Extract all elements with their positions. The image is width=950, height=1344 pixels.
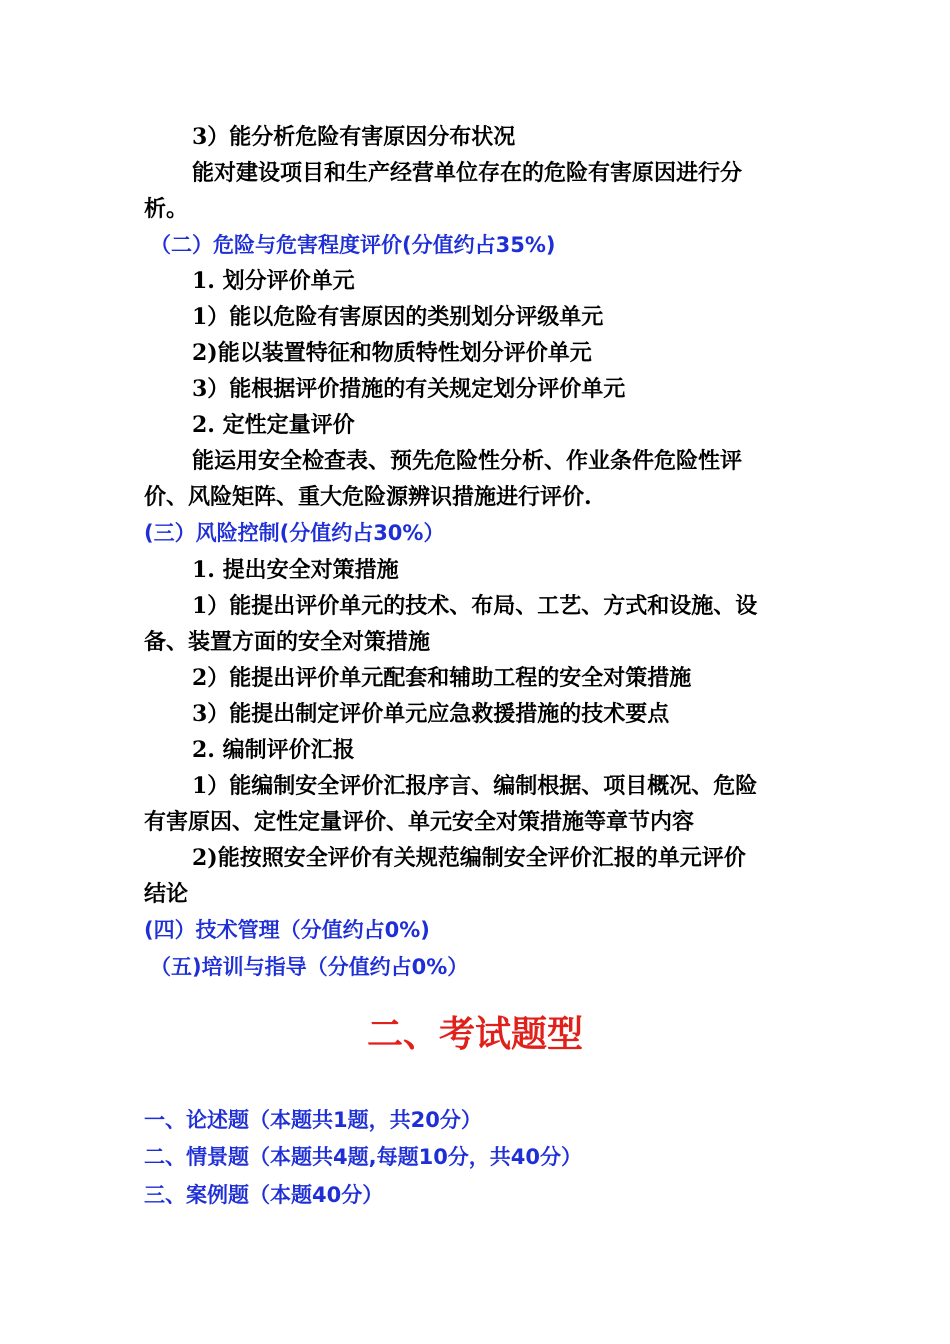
text-line: 3）能提出制定评价单元应急救援措施的技术要点	[192, 701, 670, 727]
text-line: 价、风险矩阵、重大危险源辨识措施进行评价.	[144, 484, 592, 510]
section-title: 二、考试题型	[366, 1014, 583, 1055]
text-line: 1）能提出评价单元的技术、布局、工艺、方式和设施、设	[192, 593, 758, 619]
text-line: 结论	[144, 881, 189, 907]
text-line: 2. 定性定量评价	[192, 412, 355, 438]
exam-type-item: 一、论述题（本题共1题，共20分）	[144, 1108, 482, 1132]
text-line: 备、装置方面的安全对策措施	[144, 629, 431, 655]
text-line: 能运用安全检查表、预先危险性分析、作业条件危险性评	[192, 448, 743, 474]
section-heading: (三）风险控制(分值约占30%）	[144, 521, 445, 545]
text-line: 1）能以危险有害原因的类别划分评级单元	[192, 304, 604, 330]
text-line: 2. 编制评价汇报	[192, 737, 355, 763]
text-line: 析。	[144, 196, 189, 222]
text-line: 有害原因、定性定量评价、单元安全对策措施等章节内容	[144, 809, 695, 835]
text-line: 1. 划分评价单元	[192, 268, 355, 294]
section-heading: （五)培训与指导（分值约占0%）	[150, 955, 469, 979]
text-line: 3）能根据评价措施的有关规定划分评价单元	[192, 376, 626, 402]
section-heading: (四）技术管理（分值约占0%)	[144, 918, 430, 942]
text-line: 2)能按照安全评价有关规范编制安全评价汇报的单元评价	[192, 845, 746, 871]
section-heading: （二）危险与危害程度评价(分值约占35%)	[150, 233, 556, 257]
exam-type-item: 三、案例题（本题40分）	[144, 1183, 384, 1207]
text-line: 1）能编制安全评价汇报序言、编制根据、项目概况、危险	[192, 773, 758, 799]
text-line: 2)能以装置特征和物质特性划分评价单元	[192, 340, 592, 366]
exam-type-item: 二、情景题（本题共4题,每题10分，共40分）	[144, 1145, 583, 1169]
text-line: 能对建设项目和生产经营单位存在的危险有害原因进行分	[192, 160, 743, 186]
text-line: 2）能提出评价单元配套和辅助工程的安全对策措施	[192, 665, 692, 691]
text-line: 3）能分析危险有害原因分布状况	[192, 124, 516, 150]
text-line: 1. 提出安全对策措施	[192, 557, 399, 583]
